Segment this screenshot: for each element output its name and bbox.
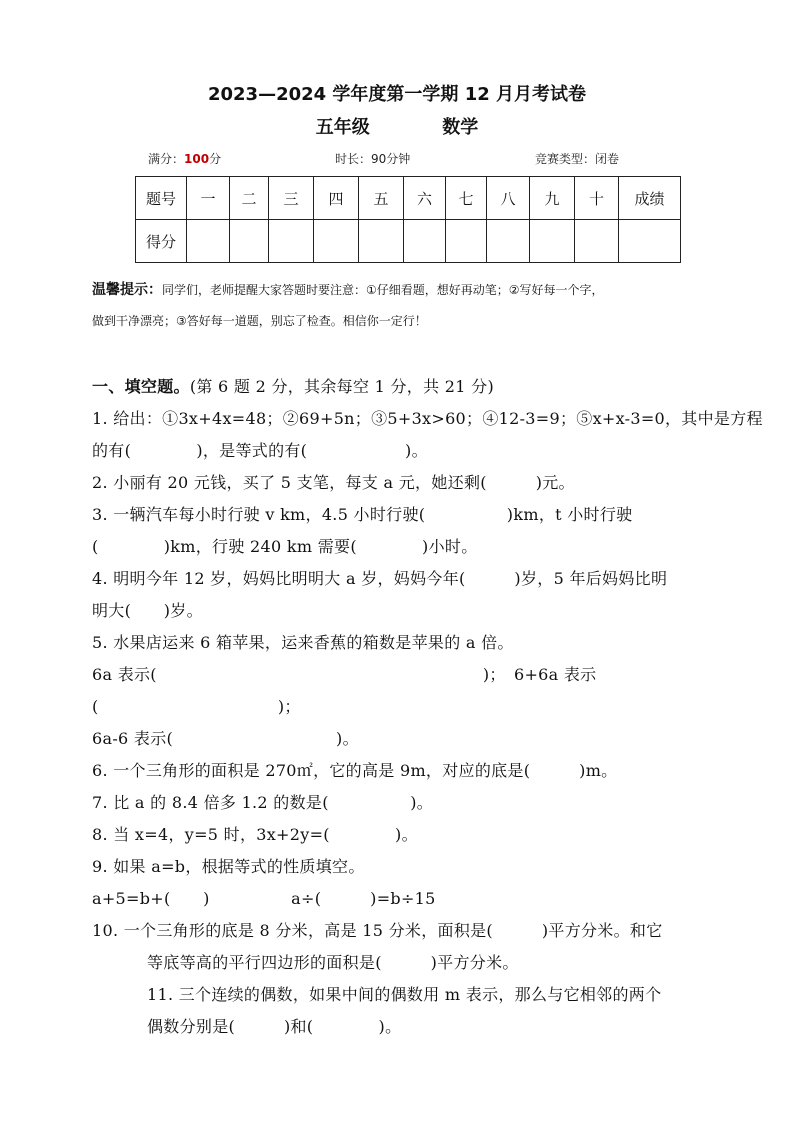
score-cell: 五 bbox=[359, 177, 404, 220]
score-input-cell[interactable] bbox=[187, 220, 230, 263]
score-cell: 六 bbox=[404, 177, 446, 220]
question-line: 1. 给出：①3x+4x=48；②69+5n；③5+3x>60；④12-3=9；⑤x+x-3=0，其中是方程 bbox=[92, 409, 763, 428]
score-input-cell[interactable] bbox=[404, 220, 446, 263]
question-line: ( )km，行驶 240 km 需要( )小时。 bbox=[92, 537, 478, 556]
score-cell: 十 bbox=[575, 177, 619, 220]
question-line: 4. 明明今年 12 岁，妈妈比明明大 a 岁，妈妈今年( )岁，5 年后妈妈比明 bbox=[92, 569, 668, 588]
question-line: 6a-6 表示( )。 bbox=[92, 729, 359, 748]
question-line: 的有( )，是等式的有( )。 bbox=[92, 441, 428, 460]
score-table bbox=[135, 176, 681, 263]
score-cell: 题号 bbox=[136, 177, 187, 220]
score-cell: 九 bbox=[530, 177, 575, 220]
question-line: 6a 表示( )； 6+6a 表示 bbox=[92, 665, 597, 684]
score-cell: 二 bbox=[230, 177, 269, 220]
score-cell: 三 bbox=[269, 177, 314, 220]
score-row-label: 得分 bbox=[136, 220, 187, 263]
score-input-cell[interactable] bbox=[530, 220, 575, 263]
score-input-cell[interactable] bbox=[619, 220, 681, 263]
full-score: 满分：100分 bbox=[148, 152, 222, 166]
question-line: 8. 当 x=4，y=5 时，3x+2y=( )。 bbox=[92, 825, 418, 844]
subject-label: 数学 bbox=[442, 117, 479, 138]
question-line: 等底等高的平行四边形的面积是( )平方分米。 bbox=[147, 953, 519, 972]
section-heading: 一、填空题。(第 6 题 2 分，其余每空 1 分，共 21 分) bbox=[92, 377, 494, 396]
question-line: 7. 比 a 的 8.4 倍多 1.2 的数是( )。 bbox=[92, 793, 434, 812]
question-line: 6. 一个三角形的面积是 270㎡，它的高是 9m，对应的底是( )m。 bbox=[92, 761, 618, 780]
question-line: 偶数分别是( )和( )。 bbox=[147, 1017, 402, 1036]
question-line: ( )； bbox=[92, 697, 301, 716]
question-line: 3. 一辆汽车每小时行驶 v km，4.5 小时行驶( )km，t 小时行驶 bbox=[92, 505, 633, 524]
score-input-cell[interactable] bbox=[446, 220, 487, 263]
score-input-cell[interactable] bbox=[575, 220, 619, 263]
exam-type: 竞赛类型：闭卷 bbox=[535, 152, 620, 166]
exam-title: 2023—2024 学年度第一学期 12 月月考试卷 bbox=[207, 84, 587, 105]
tip-line-1: 温馨提示：同学们，老师提醒大家答题时要注意：①仔细看题，想好再动笔；②写好每一个字， bbox=[92, 282, 604, 298]
score-table-score-row bbox=[136, 220, 681, 263]
score-input-cell[interactable] bbox=[314, 220, 359, 263]
score-cell: 八 bbox=[487, 177, 530, 220]
tip-line-2: 做到干净漂亮；③答好每一道题，别忘了检查。相信你一定行！ bbox=[92, 314, 427, 328]
score-table-header-row bbox=[136, 177, 681, 220]
question-line: 2. 小丽有 20 元钱，买了 5 支笔，每支 a 元，她还剩( )元。 bbox=[92, 473, 575, 492]
question-line: 9. 如果 a=b，根据等式的性质填空。 bbox=[92, 857, 365, 876]
score-cell: 七 bbox=[446, 177, 487, 220]
question-line: a+5=b+( ) a÷( )=b÷15 bbox=[92, 889, 436, 908]
score-input-cell[interactable] bbox=[269, 220, 314, 263]
score-input-cell[interactable] bbox=[230, 220, 269, 263]
score-cell: 一 bbox=[187, 177, 230, 220]
score-cell: 成绩 bbox=[619, 177, 681, 220]
duration: 时长：90分钟 bbox=[335, 152, 411, 166]
question-line: 10. 一个三角形的底是 8 分米，高是 15 分米，面积是( )平方分米。和它 bbox=[92, 921, 663, 940]
score-input-cell[interactable] bbox=[487, 220, 530, 263]
score-cell: 四 bbox=[314, 177, 359, 220]
question-line: 明大( )岁。 bbox=[92, 601, 203, 620]
question-line: 5. 水果店运来 6 箱苹果，运来香蕉的箱数是苹果的 a 倍。 bbox=[92, 633, 514, 652]
score-input-cell[interactable] bbox=[359, 220, 404, 263]
tip-label: 温馨提示： bbox=[92, 282, 162, 298]
question-line: 11. 三个连续的偶数，如果中间的偶数用 m 表示，那么与它相邻的两个 bbox=[147, 985, 662, 1004]
grade-label: 五年级 bbox=[315, 117, 370, 138]
exam-subtitle bbox=[0, 113, 794, 139]
